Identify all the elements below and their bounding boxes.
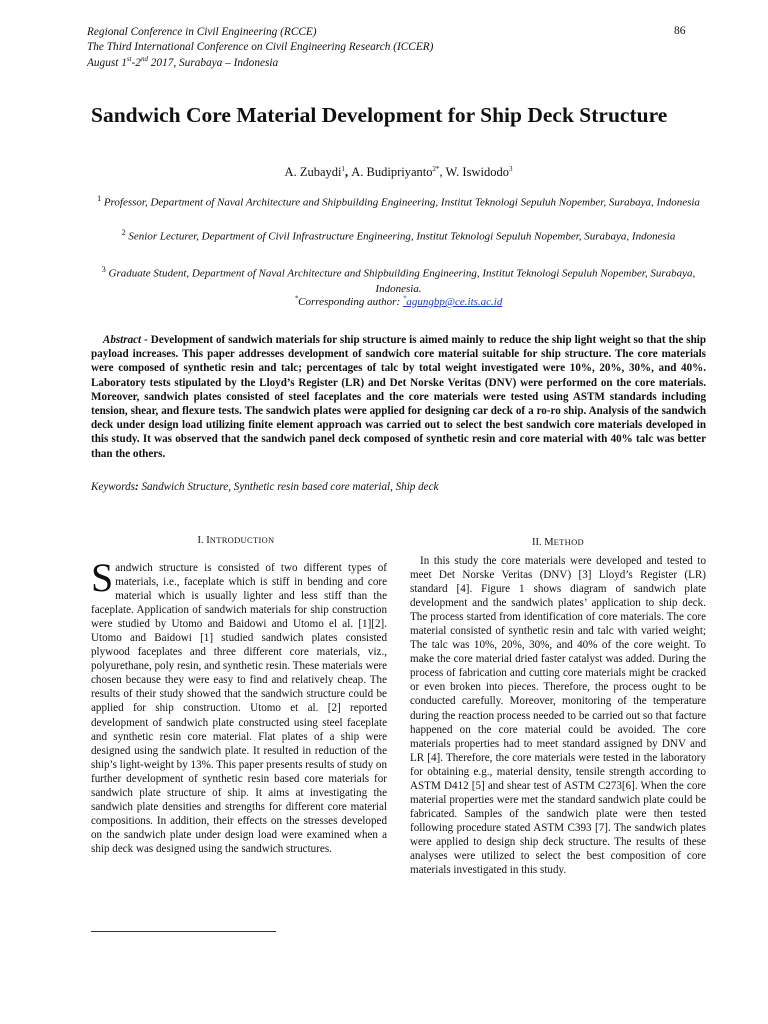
- author-list: A. Zubaydi$^1$, A. Budipriyanto$^{2*}$, W. Iswidodo$^3$: [284, 164, 513, 179]
- conference-line-1: Regional Conference in Civil Engineering (RCCE): [87, 26, 317, 38]
- paper-title: Sandwich Core Material Development for Ship Deck Structure: [91, 103, 668, 127]
- author-3: W. Iswidodo: [445, 165, 509, 179]
- introduction-body: Sandwich structure is consisted of two different types of materials, i.e., faceplate which is stiff in bending and core material which is usually lighter and less stiff than the faceplate. Application of sandwich materials for ship construction were studied by Utomo and Baidowi and Utomo el al. [1][2]. Utomo and Baidowi [1] studied sandwich plates consisted plywood faceplates and three different core materials, viz., polyurethane, poly resin, and synthetic resin. These materials were chosen because they were easy to find and relatively cheap. The results of their study showed that the sandwich structure could be applied for ship construction. Utomo et al. [2] reported development of sandwich plate constructed using steel faceplate and synthetic resin core material. Flat plates of a ship were designed using the sandwich plate. It resulted in reduction of the ship’s light-weight by 13%. This paper presents results of study on further development of synthetic resin based core materials for sandwich plate structure of ship. It aims at investigating the sandwich plate densities and strengths for different core material compositions. In addition, their effects on the stresses developed on the sandwich plate under design load were examined when a ship deck was designed using the sandwich structures.: [91, 555, 387, 855]
- abstract-label: Abstract -: [102, 334, 151, 346]
- corresponding-author: *Corresponding author: *agungbp@ce.its.ac.id: [294, 294, 503, 308]
- affiliation-3: $^3$ Graduate Student, Department of Naval Architecture and Shipbuilding Engineering, Institut Teknologi Sepuluh Nopember, Surabaya, Indonesia.: [101, 265, 696, 295]
- drop-cap: S: [91, 555, 114, 600]
- page-number: 86: [674, 25, 686, 37]
- author-1: A. Zubaydi: [284, 165, 342, 179]
- keywords: Keywords: Sandwich Structure, Synthetic resin based core material, Ship deck: [91, 481, 439, 493]
- footnote-rule: [91, 931, 276, 932]
- section-heading-method: II. METHOD: [532, 537, 584, 548]
- affiliation-2: $^2$ Senior Lecturer, Department of Civil Infrastructure Engineering, Institut Teknologi Sepuluh Nopember, Surabaya, Indonesia: [121, 228, 676, 243]
- method-body: In this study the core materials were developed and tested to meet Det Norske Veritas (DNV) [3] Lloyd’s Register (LR) standard [4]. Figure 1 shows diagram of sandwich plate development and the sandwich plates’ application to ship deck. The process started from identification of core materials. The core material consisted of synthetic resin and talc with varied weight; The talc was 10%, 20%, 30%, and 40% of the core weight. To make the core material dried faster catalyst was added. During the process of fabrication and cutting core materials might be cracked or even broken into pieces. Therefore, the process ought to be conducted carefully. Moreover, monitoring of the temperature during the reaction process needed to be carried out so that facture happened on the core material could be avoided. The core materials properties had to meet standard assigned by DNV and LR [4]. Therefore, the core materials were tested in the laboratory for obtaining e.g., material density, tensile strength according to ASTM D412 [5] and shear test of ASTM C273[6]. When the core material properties were met the standard sandwich plate could be fabricated. Samples of the sandwich plate were then tested following procedure stated ASTM C393 [7]. The sandwich plates were applied to design ship deck structure. The results of these analyses were utilized to select the best composition of core materials investigated in this study.: [410, 555, 706, 877]
- conference-line-2: The Third International Conference on Civil Engineering Research (ICCER): [87, 41, 434, 54]
- author-email-link[interactable]: *agungbp@ce.its.ac.id: [402, 294, 503, 308]
- running-header: [87, 25, 687, 71]
- section-heading-introduction: I. INTRODUCTION: [197, 535, 275, 546]
- abstract-text: Development of sandwich materials for ship structure is aimed mainly to reduce the ship light weight so that the ship payload increases. This paper addresses development of sandwich core material suitable for ship structure. The core materials were composed of synthetic resin and talc; percentages of talc by total weight investigated were 10%, 20%, 30%, and 40%. Laboratory tests stipulated by the Lloyd’s Register (LR) and Det Norske Veritas (DNV) were performed on the core materials. Moreover, sandwich plates consisted of steel faceplates and the core materials were tested using ASTM standards including tension, shear, and flexure tests. The sandwich plates were applied for designing car deck of a ro-ro ship. Analysis of the sandwich deck under design load utilizing finite element approach was carried out to select the best sandwich core materials developed in this study. It was observed that the sandwich panel deck composed of synthetic resin and core material with 40% talc was better than the others.: [91, 334, 706, 460]
- affiliation-1: $^1$ Professor, Department of Naval Architecture and Shipbuilding Engineering, Institut Teknologi Sepuluh Nopember, Surabaya, Indonesia: [97, 194, 700, 209]
- abstract: [91, 333, 706, 461]
- conference-date-line: August 1st-2nd 2017, Surabaya – Indonesia: [87, 54, 279, 69]
- keywords-text: Sandwich Structure, Synthetic resin based core material, Ship deck: [141, 481, 439, 493]
- author-2: A. Budipriyanto: [351, 165, 433, 179]
